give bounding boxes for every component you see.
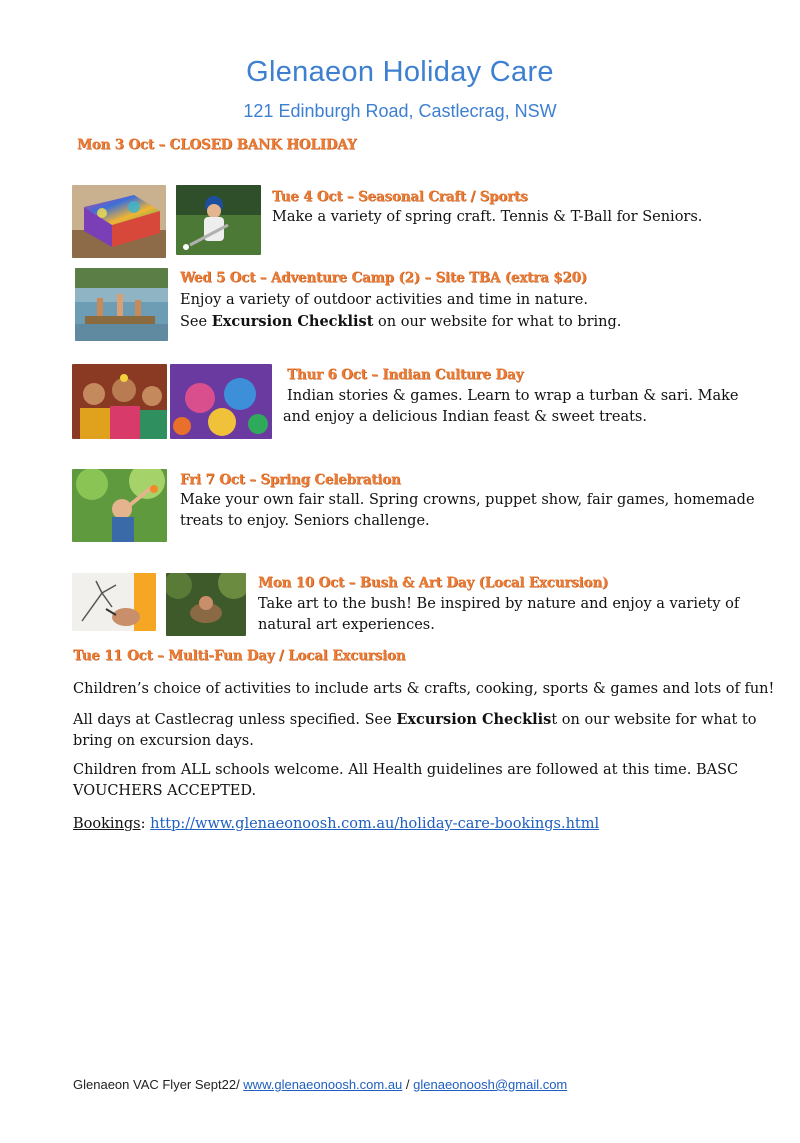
- activities-paragraph: Children’s choice of activities to include arts & crafts, cooking, sports & games and lots of fun!: [73, 681, 775, 697]
- castlecrag-paragraph: All days at Castlecrag unless specified. See Excursion Checklist on our website for what to bring on excursion days.: [73, 711, 757, 749]
- day-description-tue-4: Make a variety of spring craft. Tennis & T-Ball for Seniors.: [272, 209, 703, 225]
- excursion-note-wed-5: See Excursion Checklist on our website for what to bring.: [180, 313, 622, 330]
- footer: Glenaeon VAC Flyer Sept22/ www.glenaeonoosh.com.au / glenaeonoosh@gmail.com: [73, 1077, 568, 1092]
- bookings-link[interactable]: http://www.glenaeonoosh.com.au/holiday-care-bookings.html: [150, 816, 600, 832]
- excursion-checklist-text: Excursion Checklist: [211, 313, 374, 330]
- footer-website-link[interactable]: www.glenaeonoosh.com.au: [243, 1077, 403, 1092]
- day-heading-mon-3: Mon 3 Oct – CLOSED BANK HOLIDAY: [77, 137, 357, 153]
- bookings-label: Bookings: [73, 816, 141, 832]
- tball-photo: [176, 185, 261, 255]
- day-description-fri-7: Make your own fair stall. Spring crowns, puppet show, fair games, homemade: [180, 492, 755, 508]
- excursion-checklist-text: Excursion Checklis: [396, 711, 552, 728]
- craft-photo: [72, 185, 166, 258]
- day-description-wed-5: Enjoy a variety of outdoor activities and time in nature.: [180, 292, 588, 308]
- bookings-line: Bookings: http://www.glenaeonoosh.com.au/holiday-care-bookings.html: [73, 816, 600, 832]
- bush-photo: [166, 573, 246, 636]
- indian-dancers-photo: [72, 364, 167, 439]
- day-heading-wed-5: Wed 5 Oct – Adventure Camp (2) – Site TBA (extra $20): [180, 270, 587, 286]
- day-description-mon-10: Take art to the bush! Be inspired by nature and enjoy a variety of: [258, 596, 740, 612]
- holi-colours-photo: [170, 364, 272, 439]
- address: 121 Edinburgh Road, Castlecrag, NSW: [243, 101, 557, 121]
- day-description-thur-6-line2: and enjoy a delicious Indian feast & sweet treats.: [283, 409, 647, 425]
- day-heading-fri-7: Fri 7 Oct – Spring Celebration: [180, 472, 401, 488]
- day-description-fri-7-line2: treats to enjoy. Seniors challenge.: [180, 513, 430, 529]
- footer-text: Glenaeon VAC Flyer Sept22/: [73, 1077, 244, 1092]
- raft-photo: [75, 268, 168, 341]
- spring-photo: [72, 469, 167, 542]
- footer-email-link[interactable]: glenaeonoosh@gmail.com: [413, 1077, 568, 1092]
- page-title: Glenaeon Holiday Care: [246, 56, 554, 88]
- day-description-thur-6: Indian stories & games. Learn to wrap a turban & sari. Make: [287, 388, 739, 404]
- day-heading-thur-6: Thur 6 Oct – Indian Culture Day: [287, 367, 524, 383]
- day-description-mon-10-line2: natural art experiences.: [258, 617, 435, 633]
- drawing-photo: [72, 573, 156, 631]
- day-heading-tue-11: Tue 11 Oct – Multi-Fun Day / Local Excursion: [73, 648, 406, 664]
- schools-paragraph: Children from ALL schools welcome. All Health guidelines are followed at this time. BASC VOUCHERS ACCEPTED.: [73, 762, 739, 799]
- day-heading-mon-10: Mon 10 Oct – Bush & Art Day (Local Excursion): [258, 575, 609, 591]
- day-heading-tue-4: Tue 4 Oct – Seasonal Craft / Sports: [272, 189, 528, 205]
